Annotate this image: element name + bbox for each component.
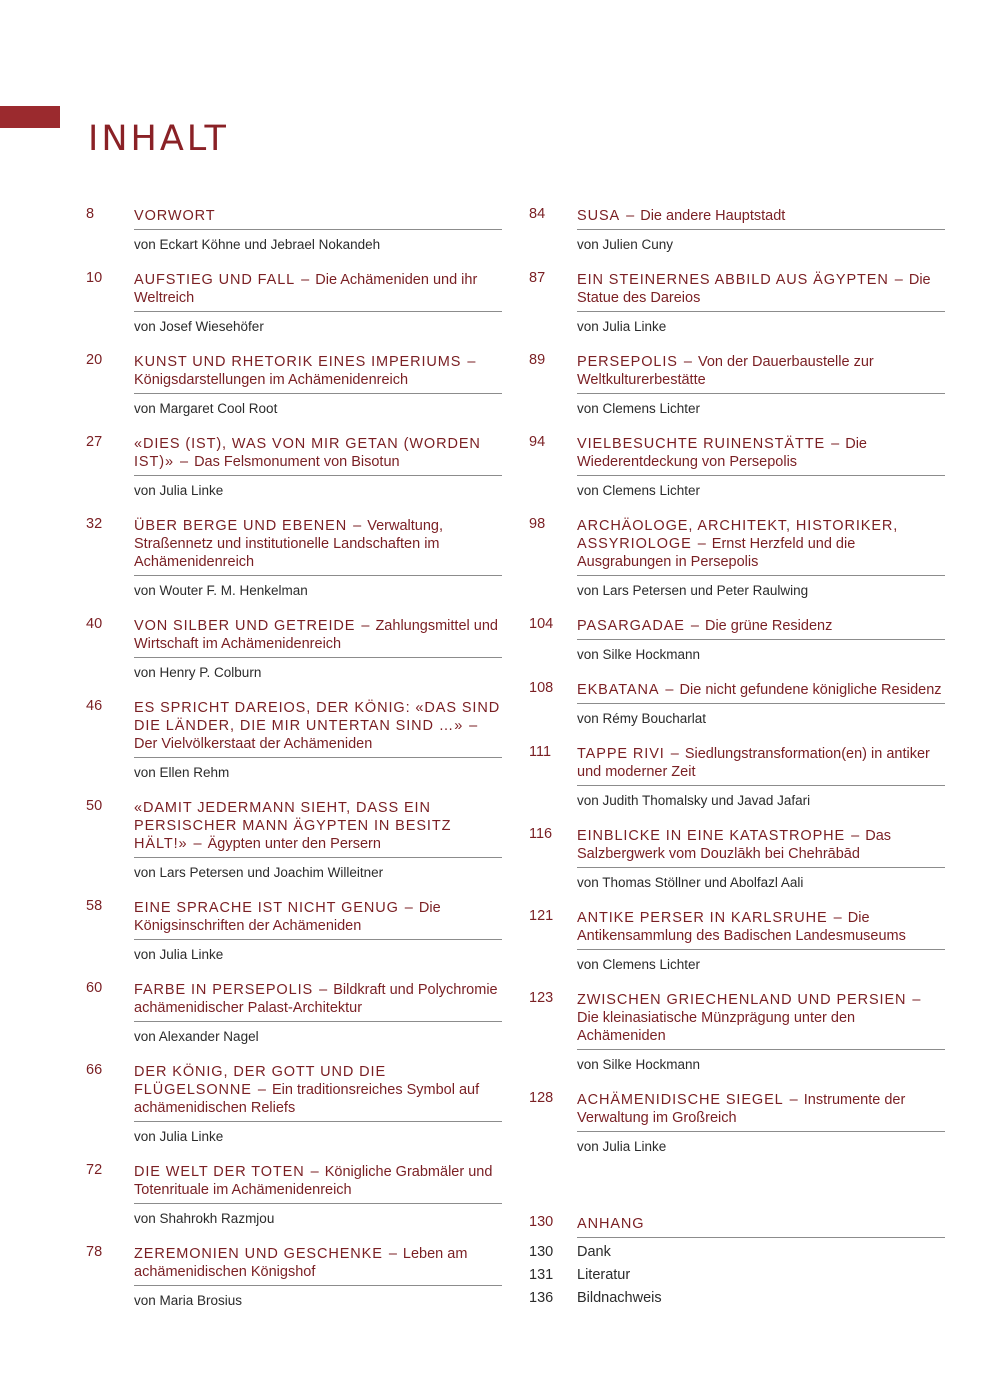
entry-page-number: 32	[86, 516, 103, 532]
entry-dash-separator: –	[666, 746, 683, 762]
entry-dash-separator: –	[679, 354, 696, 370]
entry-subtitle: Der Vielvölkerstaat der Achämeniden	[134, 736, 373, 752]
entry-author: von Shahrokh Razmjou	[134, 1211, 275, 1226]
entry-page-number: 121	[529, 908, 554, 924]
entry-page-number: 78	[86, 1244, 103, 1260]
entry-author: von Julia Linke	[134, 483, 224, 498]
entry-author: von Maria Brosius	[134, 1293, 243, 1308]
appendix-item-label: Bildnachweis	[577, 1290, 662, 1306]
entry-dash-separator: –	[829, 910, 846, 926]
entry-title	[577, 907, 945, 950]
entry-author: von Lars Petersen und Peter Raulwing	[577, 583, 809, 598]
appendix-item[interactable]	[529, 1266, 945, 1289]
entry-title	[577, 269, 945, 312]
entry-author: von Judith Thomalsky und Javad Jafari	[577, 793, 811, 808]
entry-title-caps: DIE WELT DER TOTEN	[134, 1164, 305, 1180]
toc-entry[interactable]	[529, 1089, 945, 1171]
entry-dash-separator: –	[175, 454, 193, 470]
entry-page-number: 94	[529, 434, 546, 450]
entry-page-number: 98	[529, 516, 546, 532]
appendix-item[interactable]	[529, 1289, 945, 1312]
entry-subtitle: Die Königsinschriften der Achämeniden	[134, 900, 441, 934]
toc-entry[interactable]	[86, 351, 502, 433]
entry-author: von Julien Cuny	[577, 237, 674, 252]
entry-title-caps: SUSA	[577, 208, 621, 224]
toc-left-column	[86, 205, 502, 1325]
entry-title	[134, 351, 502, 394]
toc-entry[interactable]	[86, 1161, 502, 1243]
entry-dash-separator: –	[463, 354, 476, 370]
toc-entry[interactable]	[529, 743, 945, 825]
entry-subtitle: Die andere Hauptstadt	[640, 208, 786, 224]
entry-title	[577, 615, 945, 640]
entry-title	[134, 979, 502, 1022]
entry-dash-separator: –	[827, 436, 844, 452]
entry-dash-separator: –	[908, 992, 921, 1008]
entry-title	[134, 269, 502, 312]
entry-title-caps: EINE SPRACHE IST NICHT GENUG	[134, 900, 399, 916]
entry-title-caps: ARCHÄOLOGE, ARCHITEKT, HISTORIKER, ASSYRIOLOGE	[577, 518, 899, 552]
entry-dash-separator: –	[622, 208, 639, 224]
toc-entry[interactable]	[86, 979, 502, 1061]
entry-title-caps: «DIES (IST), WAS VON MIR GETAN (WORDEN IST)»	[134, 436, 481, 470]
entry-dash-separator: –	[357, 618, 374, 634]
toc-entry[interactable]	[86, 1061, 502, 1161]
entry-dash-separator: –	[465, 718, 478, 734]
entry-author: von Margaret Cool Root	[134, 401, 278, 416]
toc-entry[interactable]	[86, 515, 502, 615]
entry-title	[577, 743, 945, 786]
entry-page-number: 27	[86, 434, 103, 450]
entry-author: von Clemens Lichter	[577, 401, 701, 416]
entry-dash-separator: –	[847, 828, 864, 844]
entry-title-caps: ES SPRICHT DAREIOS, DER KÖNIG: «DAS SIND DIE LÄNDER, DIE MIR UNTERTAN SIND …»	[134, 700, 501, 734]
entry-dash-separator: –	[349, 518, 366, 534]
entry-title	[577, 351, 945, 394]
entry-page-number: 46	[86, 698, 103, 714]
entry-title	[134, 515, 502, 576]
entry-subtitle: Die Wiederentdeckung von Persepolis	[577, 436, 867, 470]
toc-entry[interactable]	[529, 351, 945, 433]
toc-entry-appendix[interactable]	[529, 1213, 945, 1238]
entry-author: von Henry P. Colburn	[134, 665, 262, 680]
entry-author: von Rémy Boucharlat	[577, 711, 707, 726]
entry-title-caps: ANTIKE PERSER IN KARLSRUHE	[577, 910, 828, 926]
appendix-section	[529, 1213, 945, 1312]
entry-title-caps: «DAMIT JEDERMANN SIEHT, DASS EIN PERSISCHER MANN ÄGYPTEN IN BESITZ HÄLT!»	[134, 800, 452, 852]
entry-dash-separator: –	[297, 272, 314, 288]
entry-author: von Ellen Rehm	[134, 765, 230, 780]
entry-title	[134, 1061, 502, 1122]
entry-author: von Alexander Nagel	[134, 1029, 259, 1044]
toc-entry[interactable]	[86, 897, 502, 979]
toc-entry[interactable]	[529, 515, 945, 615]
entry-title-caps: VORWORT	[134, 208, 216, 224]
entry-dash-separator: –	[661, 682, 678, 698]
entry-title	[577, 679, 945, 704]
entry-page-number: 104	[529, 616, 554, 632]
entry-page-number: 8	[86, 206, 95, 222]
entry-title-caps: AUFSTIEG UND FALL	[134, 272, 296, 288]
entry-title	[577, 825, 945, 868]
entry-author: von Silke Hockmann	[577, 647, 701, 662]
entry-title	[134, 615, 502, 658]
entry-subtitle: Instrumente der Verwaltung im Großreich	[577, 1092, 906, 1126]
toc-entry[interactable]	[529, 615, 945, 679]
entry-page-number: 123	[529, 990, 554, 1006]
toc-entry[interactable]	[529, 269, 945, 351]
entry-title-caps: EINBLICKE IN EINE KATASTROPHE	[577, 828, 846, 844]
entry-dash-separator: –	[384, 1246, 401, 1262]
entry-page-number: 128	[529, 1090, 554, 1106]
entry-author: von Julia Linke	[577, 319, 667, 334]
entry-dash-separator: –	[253, 1082, 270, 1098]
entry-page-number: 111	[529, 744, 552, 760]
entry-dash-separator: –	[693, 536, 710, 552]
entry-subtitle: Siedlungstransformation(en) in antiker und moderner Zeit	[577, 746, 930, 780]
entry-title	[134, 205, 502, 230]
entry-subtitle: Die Antikensammlung des Badischen Landesmuseums	[577, 910, 906, 944]
entry-title-caps: EKBATANA	[577, 682, 660, 698]
entry-title-caps: DER KÖNIG, DER GOTT UND DIE FLÜGELSONNE	[134, 1064, 387, 1098]
accent-bar	[0, 106, 60, 128]
entry-subtitle: Königsdarstellungen im Achämenidenreich	[134, 372, 409, 388]
entry-title	[577, 205, 945, 230]
toc-entry[interactable]	[529, 433, 945, 515]
entry-title-caps: KUNST UND RHETORIK EINES IMPERIUMS	[134, 354, 462, 370]
toc-entry[interactable]	[86, 433, 502, 515]
entry-dash-separator: –	[306, 1164, 323, 1180]
entry-title-caps: VIELBESUCHTE RUINENSTÄTTE	[577, 436, 826, 452]
entry-author: von Silke Hockmann	[577, 1057, 701, 1072]
entry-dash-separator: –	[686, 618, 703, 634]
entry-page-number: 108	[529, 680, 554, 696]
toc-entry[interactable]	[529, 205, 945, 269]
entry-page-number: 87	[529, 270, 546, 286]
entry-subtitle: Ägypten unter den Persern	[207, 836, 381, 852]
entry-page-number: 58	[86, 898, 103, 914]
toc-entry[interactable]	[86, 1243, 502, 1325]
entry-subtitle: Von der Dauerbaustelle zur Weltkulturerbestätte	[577, 354, 874, 388]
entry-subtitle: Die Statue des Dareios	[577, 272, 931, 306]
entry-subtitle: Verwaltung, Straßennetz und institutionelle Landschaften im Achämenidenreich	[134, 518, 443, 570]
entry-page-number: 89	[529, 352, 546, 368]
entry-title	[134, 433, 502, 476]
entry-subtitle: Das Felsmonument von Bisotun	[194, 454, 400, 470]
entry-title-caps: PASARGADAE	[577, 618, 685, 634]
entry-title	[577, 989, 945, 1050]
entry-page-number: 50	[86, 798, 103, 814]
entry-title	[577, 433, 945, 476]
toc-entry[interactable]	[529, 907, 945, 989]
entry-subtitle: Königliche Grabmäler und Totenrituale im Achämenidenreich	[134, 1164, 493, 1198]
entry-page-number: 60	[86, 980, 103, 996]
entry-title	[134, 897, 502, 940]
appendix-item-page-number: 131	[529, 1267, 554, 1283]
entry-subtitle: Zahlungsmittel und Wirtschaft im Achämenidenreich	[134, 618, 498, 652]
entry-subtitle: Ein traditionsreiches Symbol auf achämenidischen Reliefs	[134, 1082, 480, 1116]
toc-entry[interactable]	[86, 797, 502, 897]
entry-author: von Thomas Stöllner und Abolfazl Aali	[577, 875, 804, 890]
entry-subtitle: Leben am achämenidischen Königshof	[134, 1246, 468, 1280]
entry-dash-separator: –	[400, 900, 417, 916]
entry-subtitle: Die nicht gefundene königliche Residenz	[679, 682, 942, 698]
entry-author: von Julia Linke	[134, 947, 224, 962]
entry-title	[134, 1243, 502, 1286]
entry-title	[577, 1089, 945, 1132]
entry-page-number: 10	[86, 270, 103, 286]
entry-author: von Clemens Lichter	[577, 957, 701, 972]
entry-title-caps: ZEREMONIEN UND GESCHENKE	[134, 1246, 383, 1262]
entry-author: von Lars Petersen und Joachim Willeitner	[134, 865, 384, 880]
entry-subtitle: Die kleinasiatische Münzprägung unter den Achämeniden	[577, 1010, 856, 1044]
entry-title-caps: FARBE IN PERSEPOLIS	[134, 982, 314, 998]
toc-entry[interactable]	[529, 825, 945, 907]
entry-author: von Wouter F. M. Henkelman	[134, 583, 308, 598]
entry-title	[134, 797, 502, 858]
entry-title-caps: EIN STEINERNES ABBILD AUS ÄGYPTEN	[577, 272, 889, 288]
entry-dash-separator: –	[189, 836, 206, 852]
appendix-item-label: Literatur	[577, 1267, 631, 1283]
toc-entry[interactable]	[86, 697, 502, 797]
appendix-page-number: 130	[529, 1214, 554, 1230]
toc-entry[interactable]	[86, 615, 502, 697]
page-title: INHALT	[88, 119, 229, 160]
appendix-item[interactable]	[529, 1243, 945, 1266]
toc-entry[interactable]	[529, 989, 945, 1089]
appendix-item-page-number: 136	[529, 1290, 554, 1306]
entry-dash-separator: –	[785, 1092, 802, 1108]
entry-subtitle: Bildkraft und Polychromie achämenidischer Palast-Architektur	[134, 982, 498, 1016]
entry-title-caps: ZWISCHEN GRIECHENLAND UND PERSIEN	[577, 992, 907, 1008]
toc-entry[interactable]	[86, 205, 502, 269]
entry-author: von Eckart Köhne und Jebrael Nokandeh	[134, 237, 381, 252]
entry-author: von Julia Linke	[134, 1129, 224, 1144]
entry-title	[134, 697, 502, 758]
appendix-item-label: Dank	[577, 1244, 611, 1260]
entry-title-caps: TAPPE RIVI	[577, 746, 665, 762]
entry-subtitle: Das Salzbergwerk vom Douzlākh bei Chehrābād	[577, 828, 892, 862]
entry-title	[577, 515, 945, 576]
entry-page-number: 84	[529, 206, 546, 222]
entry-title-caps: ACHÄMENIDISCHE SIEGEL	[577, 1092, 784, 1108]
entry-subtitle: Die grüne Residenz	[704, 618, 833, 634]
toc-right-column	[529, 205, 945, 1312]
entry-author: von Clemens Lichter	[577, 483, 701, 498]
entry-title	[134, 1161, 502, 1204]
entry-title-caps: ÜBER BERGE UND EBENEN	[134, 518, 348, 534]
entry-page-number: 20	[86, 352, 103, 368]
entry-page-number: 116	[529, 826, 553, 842]
entry-page-number: 66	[86, 1062, 103, 1078]
entry-dash-separator: –	[315, 982, 332, 998]
toc-entry[interactable]	[86, 269, 502, 351]
toc-entry[interactable]	[529, 679, 945, 743]
entry-page-number: 72	[86, 1162, 103, 1178]
entry-author: von Josef Wiesehöfer	[134, 319, 264, 334]
appendix-item-page-number: 130	[529, 1244, 554, 1260]
entry-title-caps: VON SILBER UND GETREIDE	[134, 618, 356, 634]
appendix-title: ANHANG	[577, 1213, 945, 1238]
entry-author: von Julia Linke	[577, 1139, 667, 1154]
entry-subtitle: Ernst Herzfeld und die Ausgrabungen in Persepolis	[577, 536, 856, 570]
entry-subtitle: Die Achämeniden und ihr Weltreich	[134, 272, 478, 306]
entry-dash-separator: –	[890, 272, 907, 288]
entry-page-number: 40	[86, 616, 103, 632]
entry-title-caps: PERSEPOLIS	[577, 354, 678, 370]
